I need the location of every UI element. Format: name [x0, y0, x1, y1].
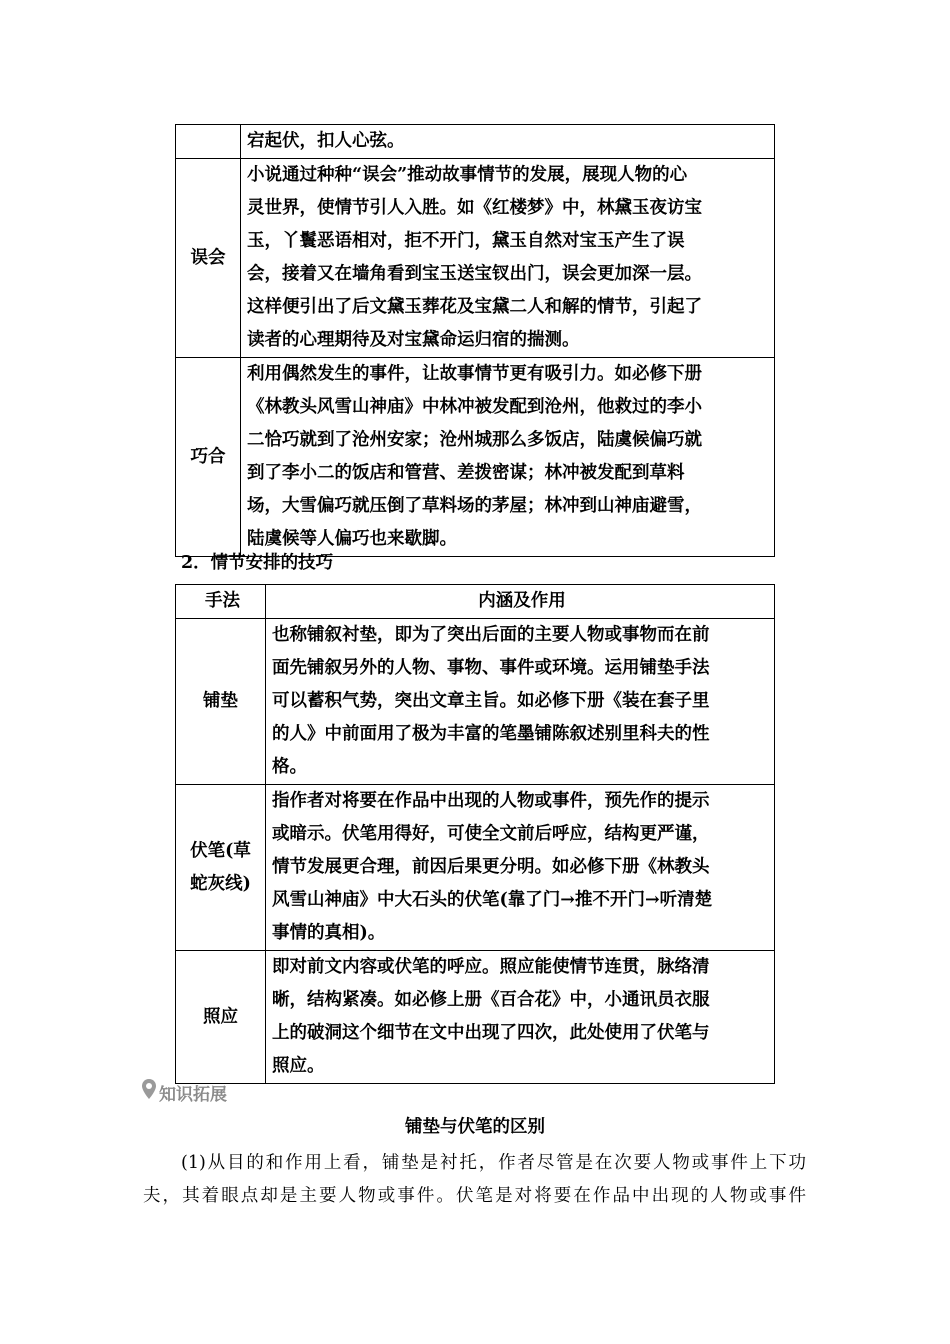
row-content — [266, 619, 775, 785]
content-line: 到了李小二的饭店和管营、差拨密谋；林冲被发配到草料 — [247, 463, 685, 483]
content-line: 照应。 — [272, 1056, 325, 1076]
table-row — [176, 125, 775, 159]
row-content — [241, 125, 775, 159]
section-heading: 2．情节安排的技巧 — [181, 553, 334, 573]
content-line: 陆虞候等人偏巧也来歇脚。 — [247, 529, 457, 549]
content-line: 《林教头风雪山神庙》中林冲被发配到沧州，他救过的李小 — [247, 397, 702, 417]
content-line: 会，接着又在墙角看到宝玉送宝钗出门，误会更加深一层。 — [247, 264, 702, 284]
row-content — [241, 358, 775, 557]
technique-table-continued — [175, 124, 775, 557]
content-line: 灵世界，使情节引人入胜。如《红楼梦》中，林黛玉夜访宝 — [247, 198, 702, 218]
subsection-title: 铺垫与伏笔的区别 — [405, 1117, 545, 1137]
content-line: 事情的真相)。 — [272, 923, 386, 943]
content-line: 利用偶然发生的事件，让故事情节更有吸引力。如必修下册 — [247, 364, 702, 384]
paragraph-line: 夫，其着眼点却是主要人物或事件。伏笔是对将要在作品中出现的人物或事件 — [143, 1186, 806, 1206]
content-line: 格。 — [272, 757, 307, 777]
label-line: 照应 — [203, 1006, 238, 1027]
row-label-coincidence: 巧合 — [176, 358, 241, 557]
table-row — [176, 785, 775, 951]
content-line: 或暗示。伏笔用得好，可使全文前后呼应，结构更严谨， — [272, 824, 710, 844]
row-label — [176, 125, 241, 159]
content-line: 面先铺叙另外的人物、事物、事件或环境。运用铺垫手法 — [272, 658, 710, 678]
knowledge-extension-badge — [141, 1078, 227, 1107]
row-label-misunderstanding: 误会 — [176, 159, 241, 358]
table-row — [176, 159, 775, 358]
header-method: 手法 — [176, 585, 266, 619]
table-row — [176, 619, 775, 785]
content-line: 晰，结构紧凑。如必修上册《百合花》中，小通讯员衣服 — [272, 990, 710, 1010]
paragraph-line: (1)从目的和作用上看，铺垫是衬托，作者尽管是在次要人物或事件上下功 — [181, 1153, 806, 1173]
row-label-foreshadowing — [176, 785, 266, 951]
content-line: 可以蓄积气势，突出文章主旨。如必修下册《装在套子里 — [272, 691, 710, 711]
row-label-echo — [176, 951, 266, 1084]
plot-techniques-table — [175, 584, 775, 1084]
content-line: 情节发展更合理，前因后果更分明。如必修下册《林教头 — [272, 857, 710, 877]
label-line: 铺垫 — [203, 691, 238, 711]
content-line: 指作者对将要在作品中出现的人物或事件，预先作的提示 — [272, 791, 710, 811]
table-row — [176, 358, 775, 557]
content-line: 读者的心理期待及对宝黛命运归宿的揣测。 — [247, 330, 580, 350]
content-line: 也称铺叙衬垫，即为了突出后面的主要人物或事物而在前 — [272, 625, 710, 645]
row-content — [241, 159, 775, 358]
content-line: 这样便引出了后文黛玉葬花及宝黛二人和解的情节，引起了 — [247, 297, 702, 317]
content-line: 即对前文内容或伏笔的呼应。照应能使情节连贯，脉络清 — [272, 957, 710, 977]
content-line: 的人》中前面用了极为丰富的笔墨铺陈叙述别里科夫的性 — [272, 724, 710, 744]
content-line: 宕起伏，扣人心弦。 — [247, 131, 405, 151]
content-line: 风雪山神庙》中大石头的伏笔(靠了门→推不开门→听清楚 — [272, 890, 713, 910]
location-pin-icon — [141, 1078, 159, 1107]
table-row — [176, 951, 775, 1084]
label-line: 蛇灰线) — [190, 873, 251, 894]
row-content — [266, 785, 775, 951]
header-meaning: 内涵及作用 — [266, 585, 775, 619]
row-content — [266, 951, 775, 1084]
row-label-foreshadow-setup — [176, 619, 266, 785]
content-line: 小说通过种种“误会”推动故事情节的发展，展现人物的心 — [247, 165, 688, 185]
content-line: 玉，丫鬟恶语相对，拒不开门，黛玉自然对宝玉产生了误 — [247, 231, 685, 251]
content-line: 场，大雪偏巧就压倒了草料场的茅屋；林冲到山神庙避雪， — [247, 496, 702, 516]
label-line: 伏笔(草 — [190, 840, 251, 861]
table-header-row — [176, 585, 775, 619]
content-line: 上的破洞这个细节在文中出现了四次，此处使用了伏笔与 — [272, 1023, 710, 1043]
badge-label: 知识拓展 — [159, 1085, 227, 1105]
content-line: 二恰巧就到了沧州安家；沧州城那么多饭店，陆虞候偏巧就 — [247, 430, 702, 450]
